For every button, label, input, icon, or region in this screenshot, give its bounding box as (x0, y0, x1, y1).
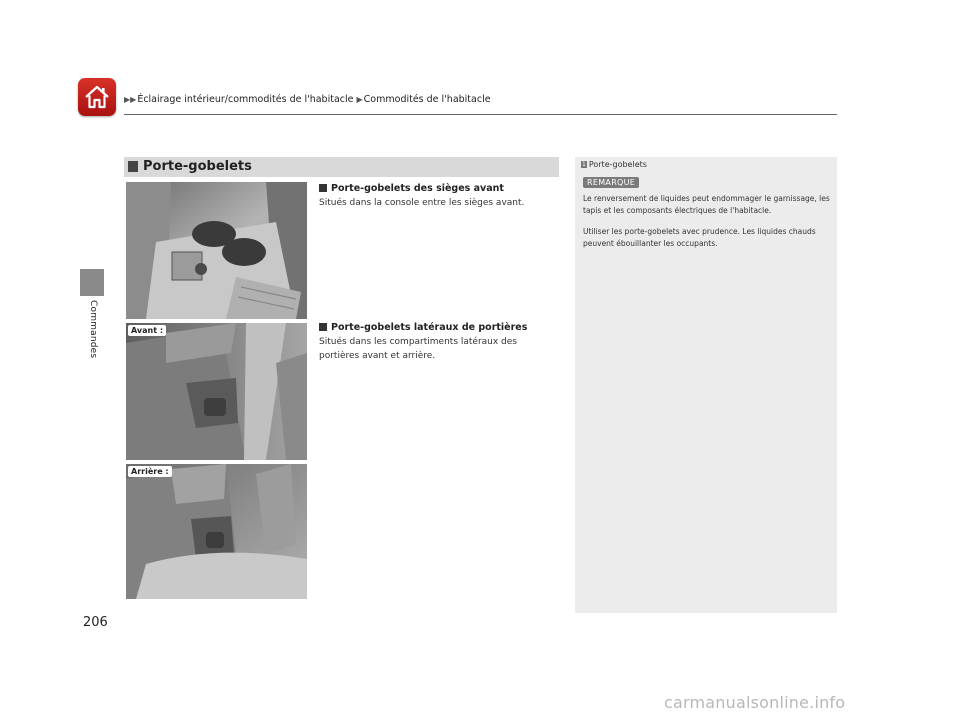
front-photo-tag: Avant : (128, 325, 166, 336)
home-icon (84, 84, 110, 110)
breadcrumb-arrow-icon: ▶▶ (124, 95, 137, 104)
breadcrumb-item[interactable]: Éclairage intérieur/commodités de l'habitacle (137, 94, 354, 105)
item-heading: Porte-gobelets des sièges avant (319, 183, 504, 194)
rear-photo-tag: Arrière : (128, 466, 172, 477)
page-number: 206 (83, 615, 108, 630)
front-door-photo (126, 323, 307, 460)
breadcrumb (124, 94, 491, 105)
note-panel (575, 157, 837, 613)
note-title: 1 Porte-gobelets (582, 160, 647, 169)
remarque-badge: REMARQUE (583, 177, 639, 188)
section-square-icon (128, 161, 138, 172)
item-heading: Porte-gobelets latéraux de portières (319, 322, 527, 333)
side-tab[interactable] (80, 269, 104, 296)
note-paragraph: Le renversement de liquides peut endommager le garnissage, les tapis et les composants électriques de l'habitacle. (583, 194, 830, 215)
home-button[interactable] (78, 78, 116, 116)
breadcrumb-arrow-icon: ▶ (356, 95, 363, 104)
bullet-square-icon (319, 323, 327, 331)
rear-door-photo (126, 464, 307, 599)
console-cupholder-photo (126, 182, 307, 319)
section-title: Porte-gobelets (143, 159, 252, 174)
side-tab-label: Commandes (88, 300, 98, 359)
item-text: Situés dans la console entre les sièges avant. (319, 198, 525, 208)
section-header (124, 157, 559, 177)
note-paragraph: Utiliser les porte-gobelets avec prudence. Les liquides chauds peuvent ébouillanter les occupants. (583, 227, 816, 248)
breadcrumb-item[interactable]: Commodités de l'habitacle (363, 94, 491, 105)
item-text: Situés dans les compartiments latéraux des portières avant et arrière. (319, 337, 517, 361)
bullet-square-icon (319, 184, 327, 192)
header-rule (124, 114, 837, 115)
watermark: carmanualsonline.info (664, 693, 846, 712)
note-ref-number: 1 (582, 161, 586, 168)
